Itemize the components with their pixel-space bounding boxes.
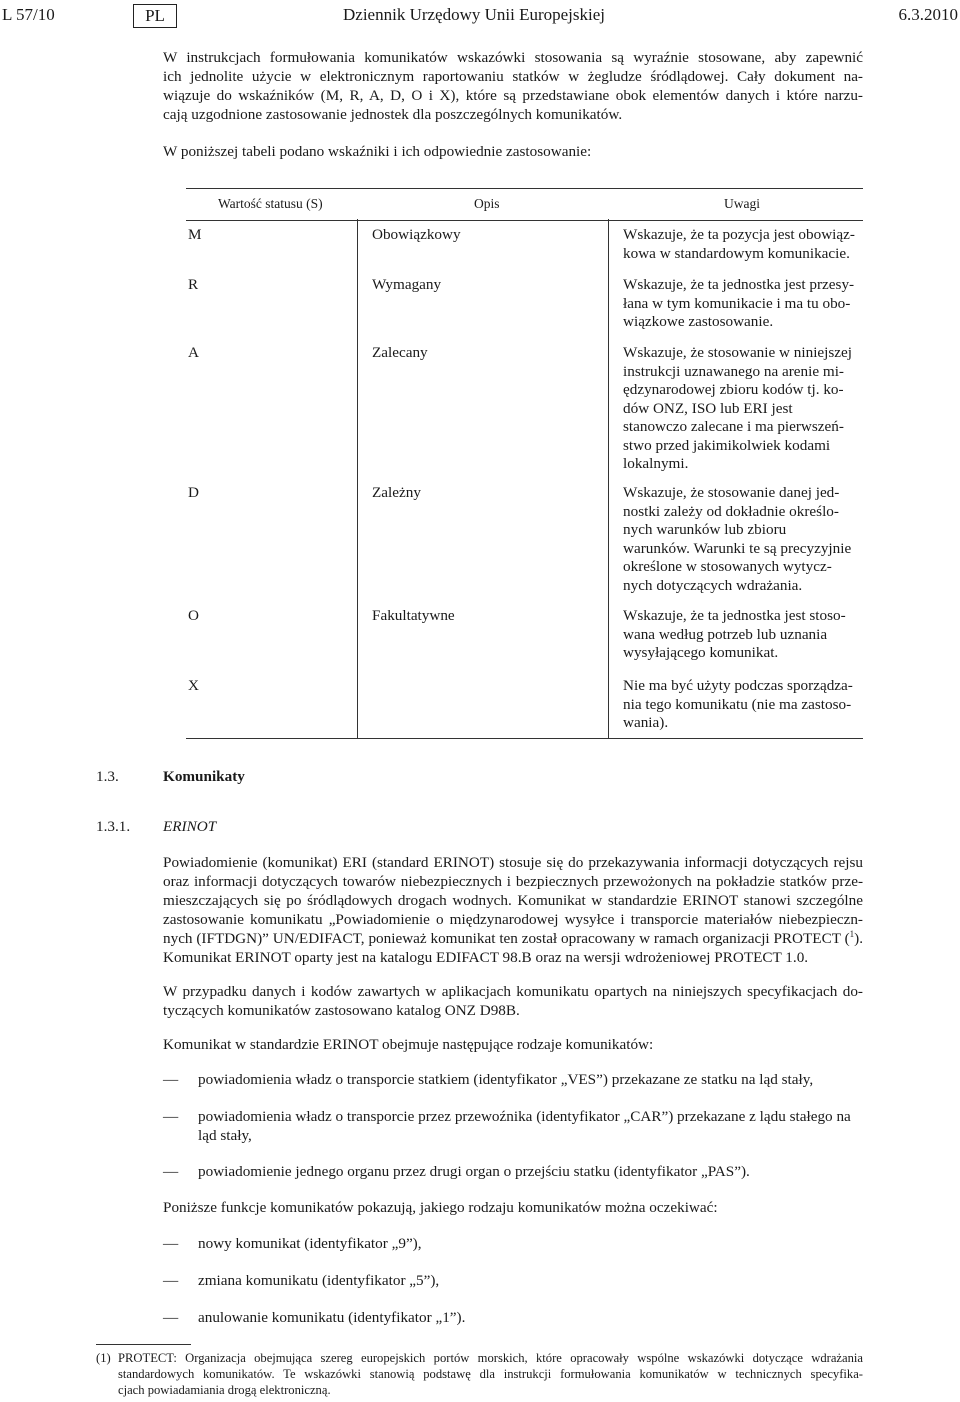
note-line: wysyłającego komunikat. xyxy=(623,644,779,661)
text-line: Powiadomienie (komunikat) ERI (standard ERINOT) stosuje się do przekazywania informacji dotyczących rejsu xyxy=(163,854,863,871)
text-line: Komunikat ERINOT oparty jest na katalogu EDIFACT 98.B oraz na wersji wdrożeniowej PROTECT 1.0. xyxy=(163,949,809,966)
list-item-text: nowy komunikat (identyfikator „9”), xyxy=(198,1235,422,1252)
dash-bullet: — xyxy=(163,1272,179,1289)
dash-bullet: — xyxy=(163,1071,179,1088)
list-item-text: powiadomienie jednego organu przez drugi organ o przejściu statku (identyfikator „PAS”). xyxy=(198,1163,750,1180)
column-divider xyxy=(608,219,609,739)
catalog-paragraph xyxy=(163,982,863,1020)
note-line: wana według potrzeb lub uznania xyxy=(623,625,828,643)
text-line: mieszczających się po śródlądowych drogach wodnych. Komunikat w standardzie ERINOT stanowi szczególne xyxy=(163,892,863,909)
column-header-notes: Uwagi xyxy=(724,196,760,211)
footnote-line: cjach powiadamiania drogą elektroniczną. xyxy=(118,1383,331,1397)
section-title: Komunikaty xyxy=(163,768,245,785)
note-line: nostki zależy od dokładnie określo- xyxy=(623,502,839,520)
list-item-text: powiadomienia władz o transporcie przez przewoźnika (identyfikator „CAR”) przekazane z lądu stałego na xyxy=(198,1108,851,1125)
journal-title: Dziennik Urzędowy Unii Europejskiej xyxy=(343,5,606,24)
text-line: zastosowanie komunikatu „Powiadomienie o międzynarodowej wysyłce i transporcie materiałów niebezpieczn- xyxy=(163,911,863,928)
note-line: dów ONZ, ISO lub ERI jest xyxy=(623,399,793,417)
status-notes xyxy=(623,344,863,474)
section-number: 1.3. xyxy=(96,768,119,785)
status-code: R xyxy=(188,276,199,293)
note-line: kowa w standardowym komunikacie. xyxy=(623,244,850,262)
footnote-line: standardowych komunikatów. Te wskazówki stanowią podstawę dla instrukcji formułowania komunikatów w technicznych specyfika- xyxy=(118,1367,863,1381)
dash-bullet: — xyxy=(163,1235,179,1252)
note-line: Nie ma być użyty podczas sporządza- xyxy=(623,677,853,694)
text-line: W poniższej tabeli podano wskaźniki i ich odpowiednie zastosowanie: xyxy=(163,143,592,160)
text-line: ich jednolite użycie w elektronicznym raportowaniu statków w żegludze śródlądowej. Cały dokument na- xyxy=(163,68,863,85)
status-notes xyxy=(623,276,863,332)
note-line: łana w tym komunikacie i ma tu obo- xyxy=(623,294,851,312)
status-notes xyxy=(623,484,863,595)
status-notes xyxy=(623,226,863,263)
functions-intro xyxy=(163,1198,863,1217)
footnote-mark: (1) xyxy=(96,1351,111,1365)
list-item-text: ląd stały, xyxy=(198,1127,252,1144)
note-line: ędzynarodowej zbioru kodów tj. ko- xyxy=(623,381,844,398)
status-description: Fakultatywne xyxy=(372,607,455,624)
status-description: Zależny xyxy=(372,484,421,501)
text-line: W przypadku danych i kodów zawartych w aplikacjach komunikatu opartych na niniejszych specyfikacjach do- xyxy=(163,983,863,1000)
status-notes xyxy=(623,607,863,663)
text-line: Poniższe funkcje komunikatów pokazują, jakiego rodzaju komunikatów można oczekiwać: xyxy=(163,1199,718,1216)
status-description: Obowiązkowy xyxy=(372,226,461,243)
column-header-description: Opis xyxy=(474,196,500,211)
page-number: L 57/10 xyxy=(2,5,55,24)
status-code: M xyxy=(188,226,202,243)
note-line: stanowczo zalecane i ma pierwszeń- xyxy=(623,418,844,435)
note-line: nia tego komunikatu (nie ma zastoso- xyxy=(623,695,852,713)
note-line: Wskazuje, że ta jednostka jest przesy- xyxy=(623,276,855,293)
language-box: PL xyxy=(133,4,177,28)
dash-bullet: — xyxy=(163,1163,179,1180)
subsection-number: 1.3.1. xyxy=(96,818,131,835)
status-code: X xyxy=(188,677,199,694)
erinot-paragraph xyxy=(163,853,863,967)
text-line: cają uzgodnione zastosowanie jednostek dla poszczególnych komunikatów. xyxy=(163,106,623,123)
text-fragment: ). xyxy=(854,930,863,947)
text-line: Komunikat w standardzie ERINOT obejmuje następujące rodzaje komunikatów: xyxy=(163,1036,654,1053)
status-description: Zalecany xyxy=(372,344,428,361)
dash-bullet: — xyxy=(163,1309,179,1326)
note-line: stwo przed jakimikolwiek kodami xyxy=(623,436,831,454)
message-types-intro xyxy=(163,1035,863,1054)
list-item-text: anulowanie komunikatu (identyfikator „1”). xyxy=(198,1309,466,1326)
table-header xyxy=(186,188,863,221)
footnote-separator xyxy=(96,1344,191,1345)
status-code: A xyxy=(188,344,199,361)
list-item-text: powiadomienia władz o transporcie statkiem (identyfikator „VES”) przekazane ze statku na ląd stały, xyxy=(198,1071,814,1088)
intro-paragraph xyxy=(163,48,863,124)
text-line: W instrukcjach formułowania komunikatów wskazówki stosowania są wyraźnie stosowane, aby zapewnić xyxy=(163,49,863,66)
dash-bullet: — xyxy=(163,1108,179,1125)
note-line: nych dotyczących wdrażania. xyxy=(623,576,803,594)
publication-date: 6.3.2010 xyxy=(898,5,958,24)
note-line: Wskazuje, że ta pozycja jest obowiąz- xyxy=(623,226,855,243)
status-code: O xyxy=(188,607,199,624)
note-line: Wskazuje, że stosowanie danej jed- xyxy=(623,484,840,501)
note-line: Wskazuje, że stosowanie w niniejszej xyxy=(623,344,852,361)
status-notes xyxy=(623,677,863,733)
list-item-text: zmiana komunikatu (identyfikator „5”), xyxy=(198,1272,440,1289)
note-line: Wskazuje, że ta jednostka jest stoso- xyxy=(623,607,846,624)
text-line: oraz informacji dotyczących towarów niebezpiecznych i bezpiecznych przewożonych na pokładzie statków prze- xyxy=(163,873,863,890)
table-bottom-rule xyxy=(186,738,863,739)
column-header-status: Wartość statusu (S) xyxy=(218,196,323,211)
page-header xyxy=(0,4,960,28)
note-line: nych warunków lub zbioru xyxy=(623,521,787,538)
note-line: lokalnymi. xyxy=(623,455,689,472)
status-description: Wymagany xyxy=(372,276,442,293)
subsection-title: ERINOT xyxy=(163,818,217,835)
text-line: wiązuje do wskaźników (M, R, A, D, O i X), które są przedstawiane obok elementów danych i które narzu- xyxy=(163,87,863,104)
column-divider xyxy=(357,219,358,739)
table-intro xyxy=(163,142,863,161)
text-line: tyczących komunikatów zastosowano katalog ONZ D98B. xyxy=(163,1002,520,1019)
text-fragment: nych (IFTDGN)” UN/EDIFACT, ponieważ komunikat ten został opracowany w ramach organizacji PROTECT ( xyxy=(163,930,850,947)
note-line: wiązkowe zastosowanie. xyxy=(623,313,774,330)
note-line: określone w stosowanych wytycz- xyxy=(623,558,832,575)
text-line xyxy=(163,929,863,948)
note-line: wania). xyxy=(623,714,669,731)
note-line: warunków. Warunki te są precyzyjnie xyxy=(623,539,852,557)
footnote-line: PROTECT: Organizacja obejmująca szereg europejskich portów morskich, które opracowały wspólne wskazówki dotyczące wdrażania xyxy=(118,1351,863,1365)
status-code: D xyxy=(188,484,199,501)
note-line: instrukcji uznawanego na arenie mi- xyxy=(623,362,844,380)
footnote-ref[interactable]: 1 xyxy=(849,928,855,939)
